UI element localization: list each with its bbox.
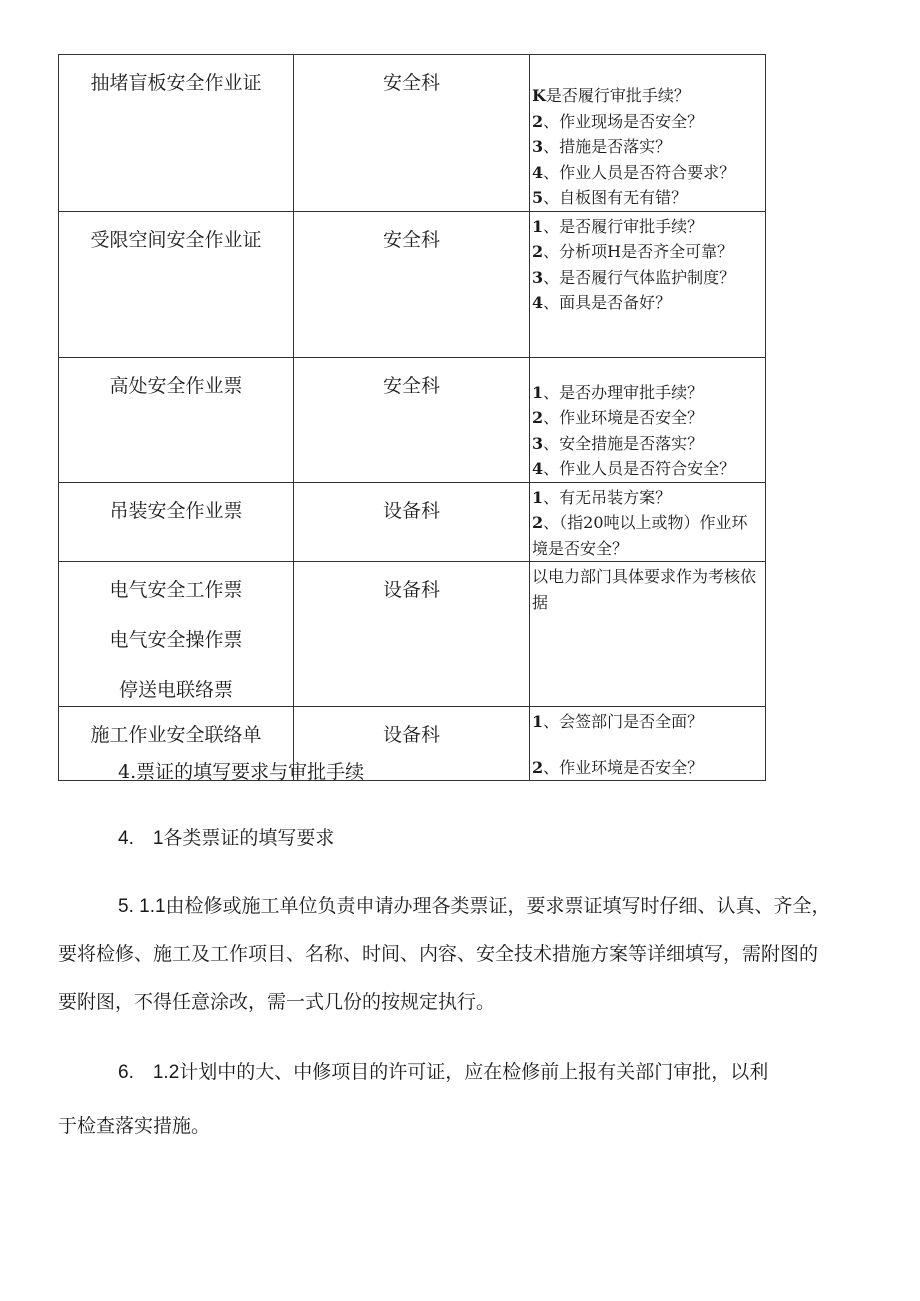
check-item-text: 、会签部门是否全面？ bbox=[543, 712, 704, 731]
check-item bbox=[532, 290, 763, 316]
paragraph-1-line-1 bbox=[118, 894, 831, 919]
permit-name: 电气安全工作票 bbox=[109, 579, 243, 601]
check-item-text: 、有无吊装方案？ bbox=[543, 487, 672, 507]
check-item-text: 、是否办理审批手续？ bbox=[543, 382, 704, 402]
check-item-text: 、是否履行气体监护制度？ bbox=[543, 267, 736, 287]
check-item-number: 3 bbox=[532, 267, 544, 287]
paragraph-2-number: 6. 1.2 bbox=[118, 1062, 180, 1083]
check-items-cell bbox=[530, 707, 766, 781]
check-item-number: 2 bbox=[532, 111, 544, 131]
check-items-cell bbox=[530, 55, 766, 212]
department-cell: 安全科 bbox=[294, 357, 530, 482]
check-item-text: 、是否履行审批手续？ bbox=[543, 216, 704, 236]
table-body bbox=[59, 55, 766, 781]
check-item bbox=[532, 510, 763, 561]
check-item-text: 、作业现场是否安全？ bbox=[543, 111, 704, 131]
subsection-title: 各类票证的填写要求 bbox=[163, 827, 335, 849]
check-item-number: 2 bbox=[532, 242, 544, 261]
permit-name: 施工作业安全联络单 bbox=[90, 724, 262, 746]
check-item bbox=[532, 564, 763, 615]
check-item bbox=[532, 709, 763, 735]
check-items-cell bbox=[530, 562, 766, 707]
check-item-number: 4 bbox=[532, 293, 544, 312]
paragraph-2-line-2: 于检查落实措施。 bbox=[58, 1115, 211, 1137]
check-items-cell bbox=[530, 482, 766, 562]
check-item bbox=[532, 380, 763, 406]
check-item bbox=[532, 755, 763, 781]
check-item-text: 、面具是否备好？ bbox=[543, 293, 672, 312]
check-item bbox=[532, 185, 763, 211]
check-item bbox=[532, 431, 763, 457]
permit-table bbox=[58, 54, 766, 781]
check-item-number: 2 bbox=[532, 408, 544, 427]
paragraph-2-text-1: 计划中的大、中修项目的许可证，应在检修前上报有关部门审批，以利 bbox=[179, 1061, 769, 1083]
check-item-number: 1 bbox=[532, 487, 544, 507]
check-item-number: 4 bbox=[532, 459, 544, 478]
check-item-text: 、安全措施是否落实？ bbox=[543, 433, 704, 453]
check-item-text: 是否履行审批手续？ bbox=[545, 86, 690, 105]
check-items-cell bbox=[530, 211, 766, 357]
check-item-number: 1 bbox=[532, 382, 544, 402]
check-item-text: 、自板图有无有错？ bbox=[543, 188, 688, 207]
paragraph-1-line-3: 要附图，不得任意涂改，需一式几份的按规定执行。 bbox=[58, 991, 496, 1013]
check-item-text: 、作业人员是否符合安全？ bbox=[543, 459, 736, 478]
permit-name: 电气安全操作票 bbox=[109, 629, 243, 651]
check-item-number: K bbox=[532, 86, 546, 105]
permit-name-cell bbox=[59, 562, 294, 707]
table-row bbox=[59, 211, 766, 357]
check-item bbox=[532, 83, 763, 109]
check-item bbox=[532, 109, 763, 135]
department-cell: 设备科 bbox=[294, 707, 530, 781]
check-items-cell bbox=[530, 357, 766, 482]
check-item-number: 1 bbox=[532, 712, 544, 731]
permit-name-cell bbox=[59, 211, 294, 357]
permit-name-cell bbox=[59, 482, 294, 562]
permit-name-cell bbox=[59, 55, 294, 212]
section-heading: 4.票证的填写要求与审批手续 bbox=[118, 761, 365, 783]
check-item bbox=[532, 160, 763, 186]
table-row bbox=[59, 482, 766, 562]
check-item-text: 、措施是否落实？ bbox=[543, 137, 672, 156]
department-cell: 安全科 bbox=[294, 211, 530, 357]
check-item-number: 1 bbox=[532, 216, 544, 236]
check-item bbox=[532, 214, 763, 240]
table-row bbox=[59, 357, 766, 482]
permit-name: 抽堵盲板安全作业证 bbox=[90, 72, 262, 94]
check-item bbox=[532, 239, 763, 265]
subsection-number: 4. 1 bbox=[118, 828, 164, 849]
check-item-text: 、作业环境是否安全？ bbox=[543, 757, 704, 777]
check-item-text: 以电力部门具体要求作为考核依据 bbox=[532, 567, 757, 612]
permit-name: 高处安全作业票 bbox=[109, 374, 243, 397]
check-item-text: 、分析项H是否齐全可靠？ bbox=[543, 242, 734, 261]
check-item bbox=[532, 134, 763, 160]
paragraph-1-text-1: 由检修或施工单位负责申请办理各类票证，要求票证填写时仔细、认真、齐全， bbox=[165, 895, 831, 917]
permit-name: 吊装安全作业票 bbox=[109, 499, 243, 522]
check-item-number: 4 bbox=[532, 162, 544, 182]
check-item-number: 2 bbox=[532, 757, 544, 777]
table-row bbox=[59, 55, 766, 212]
check-item bbox=[532, 265, 763, 291]
paragraph-1-number: 5. 1.1 bbox=[118, 896, 166, 917]
check-item bbox=[532, 485, 763, 511]
check-item bbox=[532, 456, 763, 482]
check-item-number: 3 bbox=[532, 433, 544, 453]
permit-name: 受限空间安全作业证 bbox=[90, 228, 262, 251]
subsection-heading bbox=[118, 826, 334, 851]
permit-name-cell bbox=[59, 357, 294, 482]
check-item-number: 2 bbox=[532, 513, 544, 532]
check-item bbox=[532, 405, 763, 431]
check-item-number: 3 bbox=[532, 137, 544, 156]
check-item-text: 、作业人员是否符合要求？ bbox=[543, 162, 736, 182]
paragraph-2-line-1 bbox=[118, 1060, 768, 1085]
department-cell: 设备科 bbox=[294, 562, 530, 707]
table-row bbox=[59, 562, 766, 707]
paragraph-1-line-2: 要将检修、施工及工作项目、名称、时间、内容、安全技术措施方案等详细填写，需附图的 bbox=[58, 943, 819, 965]
department-cell: 安全科 bbox=[294, 55, 530, 212]
department-cell: 设备科 bbox=[294, 482, 530, 562]
check-item-text: 、（指20吨以上或物）作业环境是否安全？ bbox=[532, 513, 748, 558]
check-item-number: 5 bbox=[532, 188, 544, 207]
check-item-text: 、作业环境是否安全？ bbox=[543, 408, 704, 427]
permit-name: 停送电联络票 bbox=[118, 679, 233, 701]
